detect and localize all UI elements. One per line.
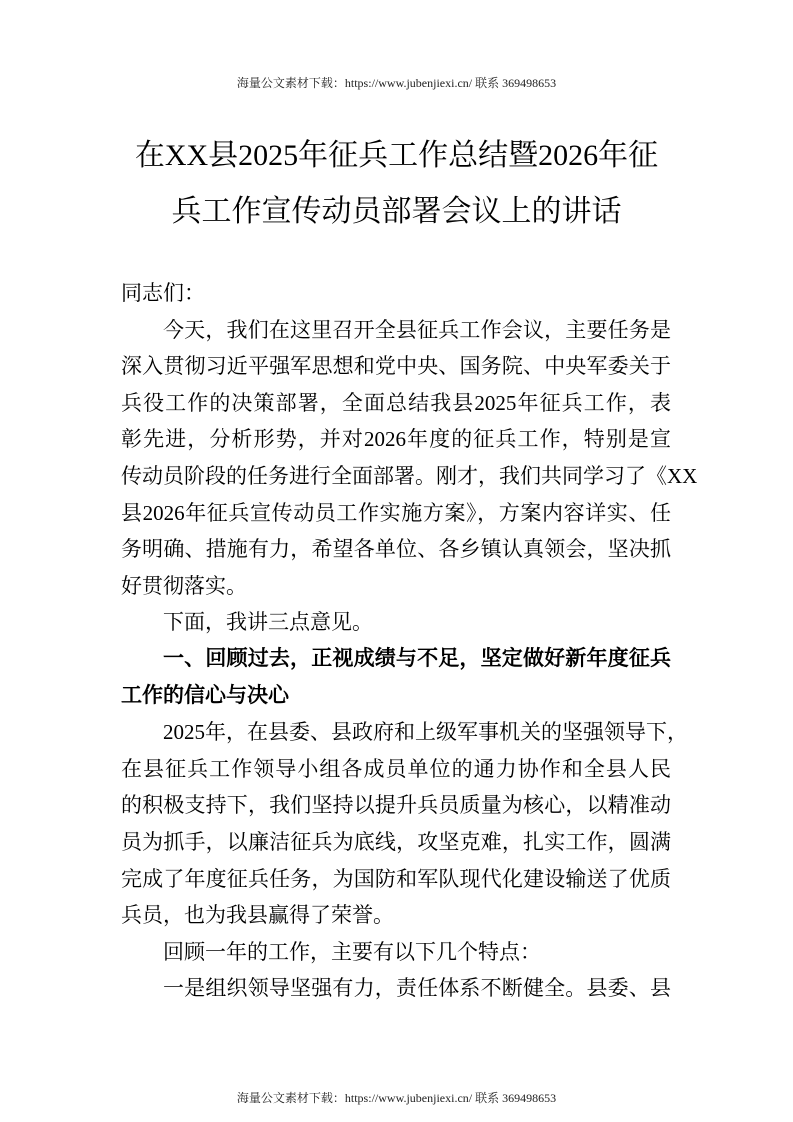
heading-line: 工作的信心与决心 xyxy=(121,683,289,707)
text-line: 兵役工作的决策部署，全面总结我县2025年征兵工作，表 xyxy=(121,390,671,415)
text-line: 务明确、措施有力，希望各单位、各乡镇认真领会，坚决抓 xyxy=(121,537,671,562)
page-header: 海量公文素材下载：https://www.jubenjiexi.cn/ 联系 369498653 xyxy=(236,76,557,90)
text-line: 完成了年度征兵任务，为国防和军队现代化建设输送了优质 xyxy=(121,866,671,891)
text-line: 员为抓手，以廉洁征兵为底线，攻坚克难，扎实工作，圆满 xyxy=(121,829,671,854)
text-line: 兵员，也为我县赢得了荣誉。 xyxy=(121,903,394,928)
paragraph-features-intro: 回顾一年的工作，主要有以下几个特点： xyxy=(163,939,541,964)
paragraph-transition: 下面，我讲三点意见。 xyxy=(163,610,373,635)
text-line: 今天，我们在这里召开全县征兵工作会议，主要任务是 xyxy=(163,317,671,342)
paragraph-feature-1: 一是组织领导坚强有力，责任体系不断健全。县委、县 xyxy=(163,976,671,1001)
text-line: 好贯彻落实。 xyxy=(121,573,247,598)
text-line: 2025年，在县委、县政府和上级军事机关的坚强领导下， xyxy=(163,720,688,745)
paragraph-review xyxy=(121,714,688,934)
heading-line: 一、回顾过去，正视成绩与不足，坚定做好新年度征兵 xyxy=(163,646,671,670)
title-line: 在XX县2025年征兵工作总结暨2026年征 xyxy=(134,139,659,172)
text-line: 深入贯彻习近平强军思想和党中央、国务院、中央军委关于 xyxy=(121,354,671,379)
text-line: 在县征兵工作领导小组各成员单位的通力协作和全县人民 xyxy=(121,756,671,781)
section-heading-1 xyxy=(121,641,671,714)
salutation: 同志们： xyxy=(121,281,205,305)
text-line: 的积极支持下，我们坚持以提升兵员质量为核心，以精准动 xyxy=(121,793,671,818)
paragraph-intro xyxy=(121,312,698,605)
page-footer: 海量公文素材下载：https://www.jubenjiexi.cn/ 联系 369498653 xyxy=(236,1091,557,1105)
document-body xyxy=(121,275,698,1007)
text-line: 县2026年征兵宣传动员工作实施方案》，方案内容详实、任 xyxy=(121,500,671,525)
text-line: 传动员阶段的任务进行全面部署。刚才，我们共同学习了《XX xyxy=(121,463,698,488)
title-line: 兵工作宣传动员部署会议上的讲话 xyxy=(171,195,622,228)
text-line: 彰先进，分析形势，并对2026年度的征兵工作，特别是宣 xyxy=(121,427,671,452)
document-title xyxy=(100,128,693,240)
